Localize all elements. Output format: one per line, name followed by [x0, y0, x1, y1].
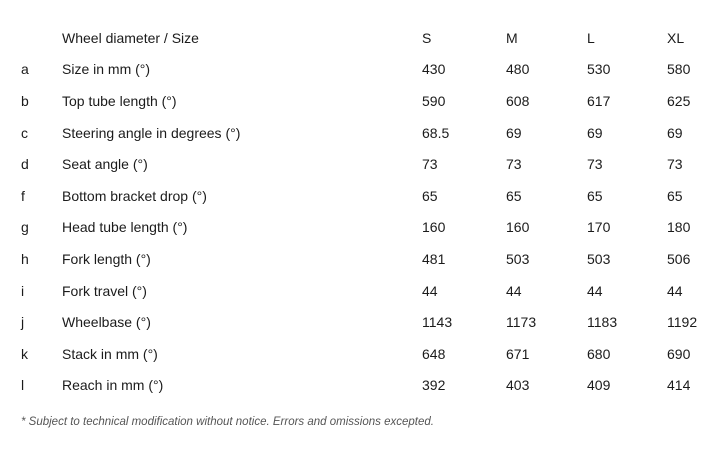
size-header-s: S: [422, 29, 432, 46]
row-letter: j: [21, 314, 25, 331]
value-xl: 506: [667, 250, 691, 267]
row-label: Fork length (°): [62, 250, 151, 267]
value-m: 671: [506, 345, 530, 362]
row-letter: g: [21, 219, 29, 236]
row-letter: d: [21, 156, 29, 173]
value-xl: 180: [667, 219, 691, 236]
value-s: 590: [422, 92, 446, 109]
table-row: [0, 85, 720, 117]
value-xl: 73: [667, 156, 683, 173]
table-row: [0, 148, 720, 180]
table-row: [0, 117, 720, 149]
value-xl: 414: [667, 377, 691, 394]
table-row: [0, 54, 720, 86]
row-label: Reach in mm (°): [62, 377, 164, 394]
value-m: 608: [506, 92, 530, 109]
row-label: Steering angle in degrees (°): [62, 124, 241, 141]
value-m: 403: [506, 377, 530, 394]
header-label: Wheel diameter / Size: [62, 29, 199, 46]
value-m: 480: [506, 61, 530, 78]
value-s: 44: [422, 282, 438, 299]
row-label: Seat angle (°): [62, 156, 148, 173]
value-s: 1143: [422, 314, 453, 331]
row-letter: i: [21, 282, 25, 299]
row-label: Top tube length (°): [62, 92, 177, 109]
value-l: 69: [587, 124, 603, 141]
value-l: 170: [587, 219, 611, 236]
table-row: [0, 306, 720, 338]
row-label: Stack in mm (°): [62, 345, 158, 362]
value-l: 530: [587, 61, 611, 78]
value-m: 73: [506, 156, 522, 173]
size-header-xl: XL: [667, 29, 685, 46]
value-s: 73: [422, 156, 438, 173]
value-s: 392: [422, 377, 446, 394]
value-l: 503: [587, 250, 611, 267]
value-xl: 580: [667, 61, 691, 78]
value-l: 617: [587, 92, 611, 109]
value-xl: 625: [667, 92, 691, 109]
row-letter: a: [21, 61, 29, 78]
value-xl: 690: [667, 345, 691, 362]
row-letter: k: [21, 345, 28, 362]
row-letter: b: [21, 92, 29, 109]
size-header-l: L: [587, 29, 595, 46]
table-row: [0, 275, 720, 307]
value-s: 68.5: [422, 124, 450, 141]
size-header-m: M: [506, 29, 518, 46]
value-xl: 44: [667, 282, 683, 299]
value-l: 1183: [587, 314, 618, 331]
table-row: [0, 370, 720, 402]
footnote: * Subject to technical modification without notice. Errors and omissions excepted.: [21, 416, 434, 428]
table-row: [0, 180, 720, 212]
value-s: 160: [422, 219, 446, 236]
row-letter: h: [21, 250, 29, 267]
value-m: 65: [506, 187, 522, 204]
value-xl: 1192: [667, 314, 698, 331]
row-letter: l: [21, 377, 25, 394]
table-row: [0, 338, 720, 370]
value-m: 160: [506, 219, 530, 236]
value-m: 503: [506, 250, 530, 267]
row-label: Bottom bracket drop (°): [62, 187, 207, 204]
row-letter: f: [21, 187, 25, 204]
value-m: 69: [506, 124, 522, 141]
value-s: 65: [422, 187, 438, 204]
value-m: 44: [506, 282, 522, 299]
value-l: 73: [587, 156, 603, 173]
value-l: 65: [587, 187, 603, 204]
value-m: 1173: [506, 314, 537, 331]
table-row: [0, 243, 720, 275]
row-letter: c: [21, 124, 28, 141]
value-l: 409: [587, 377, 611, 394]
value-s: 648: [422, 345, 446, 362]
value-l: 44: [587, 282, 603, 299]
header-letter-cell: [0, 22, 62, 54]
table-row: [0, 212, 720, 244]
value-s: 430: [422, 61, 446, 78]
value-l: 680: [587, 345, 611, 362]
value-xl: 65: [667, 187, 683, 204]
row-label: Wheelbase (°): [62, 314, 151, 331]
value-xl: 69: [667, 124, 683, 141]
geometry-table: [0, 22, 720, 401]
value-s: 481: [422, 250, 446, 267]
row-label: Fork travel (°): [62, 282, 147, 299]
header-row: [0, 22, 720, 54]
row-label: Size in mm (°): [62, 61, 151, 78]
row-label: Head tube length (°): [62, 219, 188, 236]
